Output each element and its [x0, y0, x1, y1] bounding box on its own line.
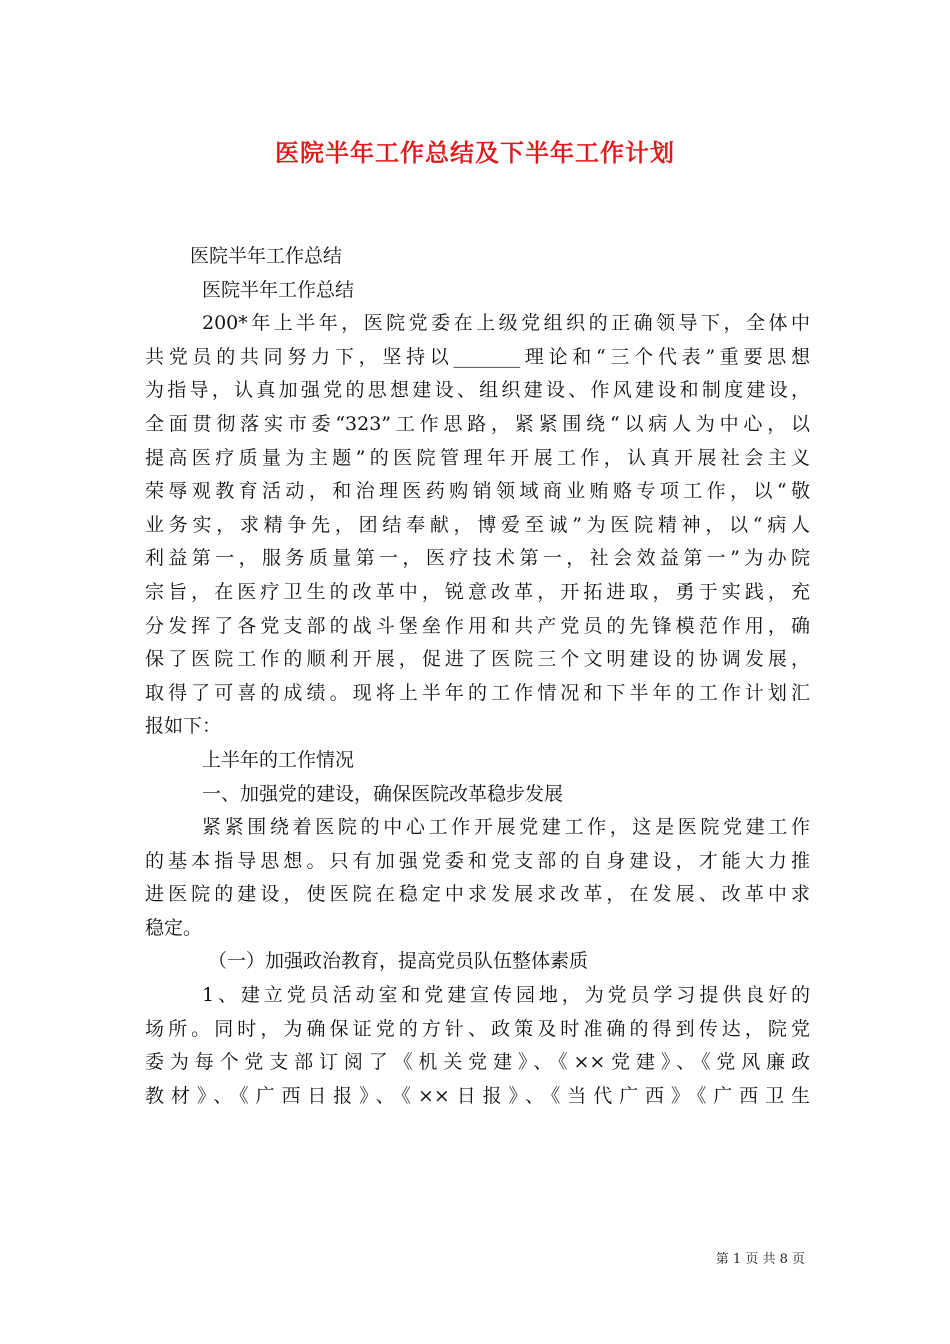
section-heading: 一、加强党的建设，确保医院改革稳步发展 [202, 782, 564, 805]
paragraph-line: 的基本指导思想。只有加强党委和党支部的自身建设，才能大力推 [145, 849, 810, 872]
paragraph-line: 1、建立党员活动室和党建宣传园地，为党员学习提供良好的 [202, 984, 810, 1007]
paragraph-line: 稳定。 [145, 916, 203, 939]
paragraph-line: 教材》、《广西日报》、《××日报》、《当代广西》《广西卫生 [145, 1084, 810, 1107]
paragraph-line: 利益第一，服务质量第一，医疗技术第一，社会效益第一”为办院 [145, 547, 810, 570]
paragraph-line: 委为每个党支部订阅了《机关党建》、《××党建》、《党风廉政 [145, 1051, 810, 1074]
document-title: 医院半年工作总结及下半年工作计划 [275, 138, 675, 167]
paragraph-line: 为指导，认真加强党的思想建设、组织建设、作风建设和制度建设， [145, 379, 810, 402]
document-body [145, 240, 810, 1113]
paragraph-line: 共党员的共同努力下，坚持以_______理论和“三个代表”重要思想 [145, 345, 810, 368]
paragraph-line: 紧紧围绕着医院的中心工作开展党建工作，这是医院党建工作 [202, 816, 810, 839]
paragraph-line: 宗旨，在医疗卫生的改革中，锐意改革，开拓进取，勇于实践，充 [145, 580, 810, 603]
paragraph-line: 取得了可喜的成绩。现将上半年的工作情况和下半年的工作计划汇 [145, 681, 810, 704]
paragraph-line: 保了医院工作的顺利开展，促进了医院三个文明建设的协调发展， [145, 648, 810, 671]
paragraph-line: 场所。同时，为确保证党的方针、政策及时准确的得到传达，院党 [145, 1017, 810, 1040]
section-heading: 上半年的工作情况 [202, 748, 355, 771]
section-heading: 医院半年工作总结 [202, 278, 355, 301]
paragraph-line: 分发挥了各党支部的战斗堡垒作用和共产党员的先锋模范作用，确 [145, 614, 810, 637]
paragraph-line: 提高医疗质量为主题”的医院管理年开展工作，认真开展社会主义 [145, 446, 810, 469]
paragraph-line: 全面贯彻落实市委“323”工作思路，紧紧围绕“以病人为中心，以 [145, 412, 810, 435]
paragraph-line: 荣辱观教育活动，和治理医药购销领域商业贿赂专项工作，以“敬 [145, 480, 810, 503]
section-heading: 医院半年工作总结 [190, 245, 343, 267]
paragraph-line: 200*年上半年，医院党委在上级党组织的正确领导下，全体中 [202, 312, 810, 335]
paragraph-line: 业务实，求精争先，团结奉献，博爱至诚”为医院精神，以“病人 [145, 513, 810, 536]
page-number: 第 1 页 共 8 页 [715, 1252, 805, 1267]
paragraph-line: 进医院的建设，使医院在稳定中求发展求改革，在发展、改革中求 [145, 883, 810, 906]
paragraph-line: 报如下： [145, 715, 222, 738]
subsection-heading: （一）加强政治教育，提高党员队伍整体素质 [208, 950, 589, 973]
